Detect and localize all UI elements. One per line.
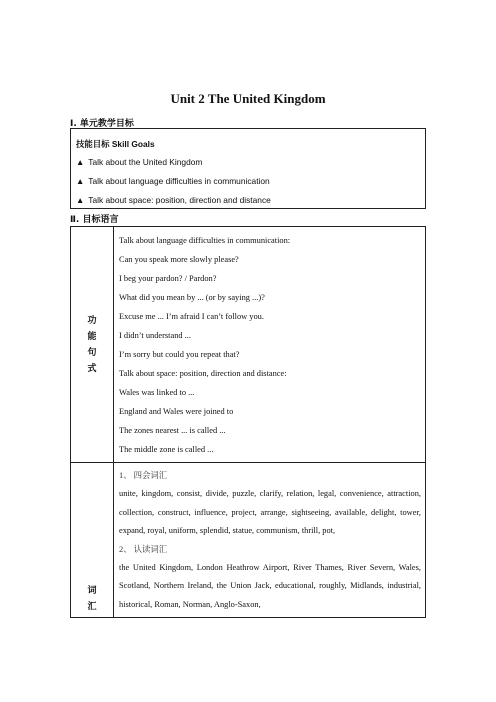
functions-row — [71, 227, 426, 463]
functions-content-cell — [114, 227, 426, 463]
triangle-bullet-icon: ▲ — [76, 157, 85, 167]
function-sentence: I’m sorry but could you repeat that? — [119, 350, 240, 359]
triangle-bullet-icon: ▲ — [76, 176, 85, 186]
function-sentence: Can you speak more slowly please? — [119, 255, 239, 264]
function-sentence: Excuse me ... I’m afraid I can’t follow you. — [119, 312, 264, 321]
target-language-table — [70, 226, 426, 618]
function-sentence: I didn’t understand ... — [119, 331, 191, 340]
vocabulary-row — [71, 463, 426, 618]
vocab-part1-text: unite, kingdom, consist, divide, puzzle, clarify, relation, legal, convenience, attraction, collection, construct, influence, project, arrange, sightseeing, available, delight, tower, expand, royal, uniform, splendid, statue, communism, thrill, pot, — [119, 489, 421, 535]
page-title: Unit 2 The United Kingdom — [170, 91, 326, 106]
vocab-part1-title: 1、 四会词汇 — [119, 471, 168, 480]
skill-goals-heading: 技能目标 Skill Goals — [76, 139, 155, 149]
vocab-part2-text: the United Kingdom, London Heathrow Airport, River Thames, River Severn, Wales, Scotland, Northern Ireland, the Union Jack, educational, roughly, Midlands, industrial, historical, Roman, Norman, Anglo-Saxon, — [119, 562, 421, 609]
vocabulary-content-cell — [114, 463, 426, 618]
function-sentence: England and Wales were joined to — [119, 407, 234, 416]
section-heading-teaching-goals: Ⅰ. 单元教学目标 — [70, 119, 134, 129]
function-sentence: The middle zone is called ... — [119, 445, 214, 454]
function-sentence: What did you mean by ... (or by saying ...)? — [119, 293, 265, 302]
functions-label-cell: 功 能 句 式 — [71, 227, 114, 463]
skill-goals-box — [70, 128, 426, 209]
function-sentence: The zones nearest ... is called ... — [119, 426, 226, 435]
skill-goal-item: ▲ Talk about the United Kingdom — [76, 157, 203, 167]
function-sentence: Talk about language difficulties in communication: — [119, 236, 291, 245]
vocab-part2-title: 2、 认读词汇 — [119, 544, 168, 554]
skill-goal-item: ▲ Talk about language difficulties in communication — [76, 176, 270, 186]
skill-goal-item: ▲ Talk about space: position, direction and distance — [76, 195, 271, 205]
triangle-bullet-icon: ▲ — [76, 195, 85, 205]
function-sentence: Wales was linked to ... — [119, 388, 195, 397]
vocabulary-label-cell: 词 汇 — [71, 463, 114, 618]
section-heading-target-language: Ⅱ. 目标语言 — [70, 215, 119, 225]
function-sentence: Talk about space: position, direction and distance: — [119, 369, 287, 378]
function-sentence: I beg your pardon? / Pardon? — [119, 274, 217, 283]
